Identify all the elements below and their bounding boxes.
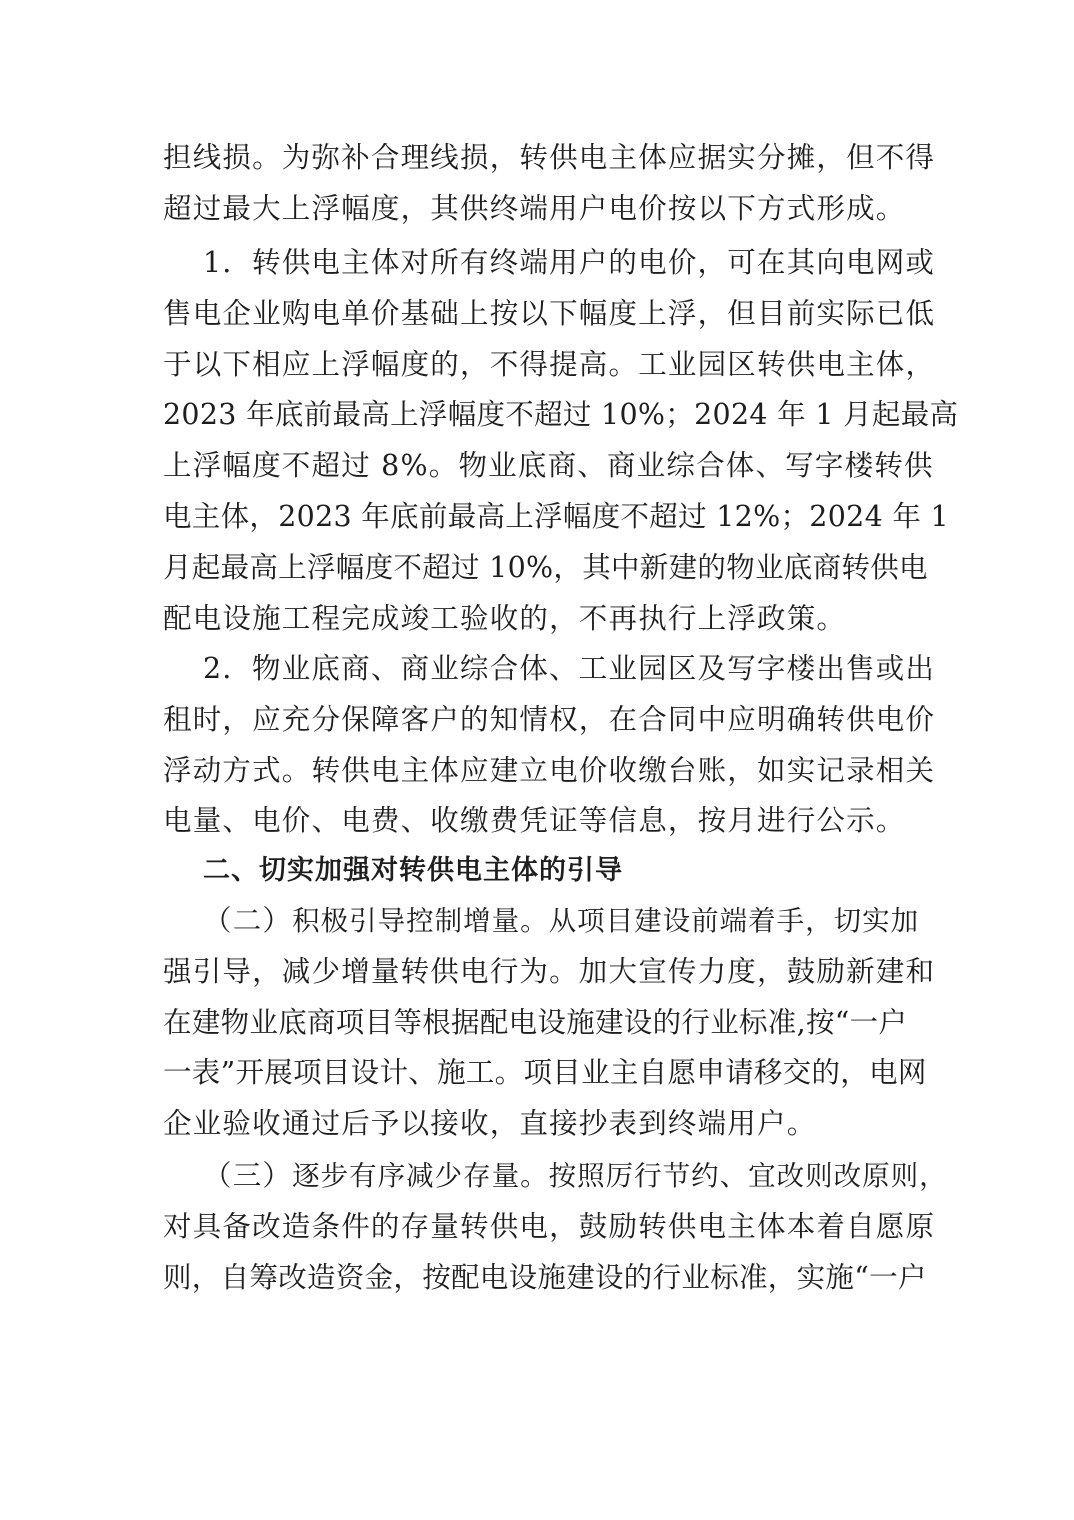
subsection-title: 逐步有序减少存量。按照厉行节约、宜改则改原则， [292,1160,948,1192]
text-line: 租时，应充分保障客户的知情权，在合同中应明确转供电价 [163,702,936,736]
section-title: 二、切实加强对转供电主体的引导 [203,855,623,886]
item-label: （二） [203,904,293,937]
text-line: 配电设施工程完成竣工验收的，不再执行上浮政策。 [163,601,847,635]
item-label: （三） [203,1159,293,1192]
text-line: 超过最大上浮幅度，其供终端用户电价按以下方式形成。 [163,191,906,225]
text-line: 售电企业购电单价基础上按以下幅度上浮，但目前实际已低 [163,296,936,330]
text-line: 2．物业底商、商业综合体、工业园区及写字楼出售或出 [203,652,936,685]
text-line: 企业验收通过后予以接收，直接抄表到终端用户。 [163,1107,817,1141]
paragraph-intro [163,133,936,235]
text-line: 强引导，减少增量转供电行为。加大宣传力度，鼓励新建和 [163,954,936,988]
text-line: 电量、电价、电费、收缴费凭证等信息，按月进行公示。 [163,804,906,838]
paragraph-item-2 [163,644,936,847]
text-line: 一表”开展项目设计、施工。项目业主自愿申请移交的，电网 [163,1056,927,1090]
text-line: 1．转供电主体对所有终端用户的电价，可在其向电网或 [203,246,936,279]
paragraph-subsection-2 [163,896,936,1150]
subsection-title: 积极引导控制增量。从项目建设前端着手，切实加 [292,905,920,937]
text-line: 上浮幅度不超过 8%。物业底商、商业综合体、写字楼转供 [163,449,934,483]
text-line: 月起最高上浮幅度不超过 10%，其中新建的物业底商转供电 [163,550,928,584]
text-line: 对具备改造条件的存量转供电，鼓励转供电主体本着自愿原 [163,1209,936,1243]
paragraph-subsection-3 [163,1151,948,1303]
text-line: 电主体，2023 年底前最高上浮幅度不超过 12%；2024 年 1 [163,499,949,533]
text-line: 则，自筹改造资金，按配电设施建设的行业标准，实施“一户 [163,1260,927,1294]
text-line: 在建物业底商项目等根据配电设施建设的行业标准,按“一户 [163,1005,908,1039]
section-heading [163,846,913,897]
text-line [163,1151,948,1202]
text-line [163,896,920,947]
text-line: 2023 年底前最高上浮幅度不超过 10%；2024 年 1 月起最高 [163,398,959,432]
text-line: 于以下相应上浮幅度的，不得提高。工业园区转供电主体， [163,347,936,381]
text-line: 担线损。为弥补合理线损，转供电主体应据实分摊，但不得 [163,141,936,174]
paragraph-item-1 [163,238,959,644]
text-line: 浮动方式。转供电主体应建立电价收缴台账，如实记录相关 [163,753,936,787]
